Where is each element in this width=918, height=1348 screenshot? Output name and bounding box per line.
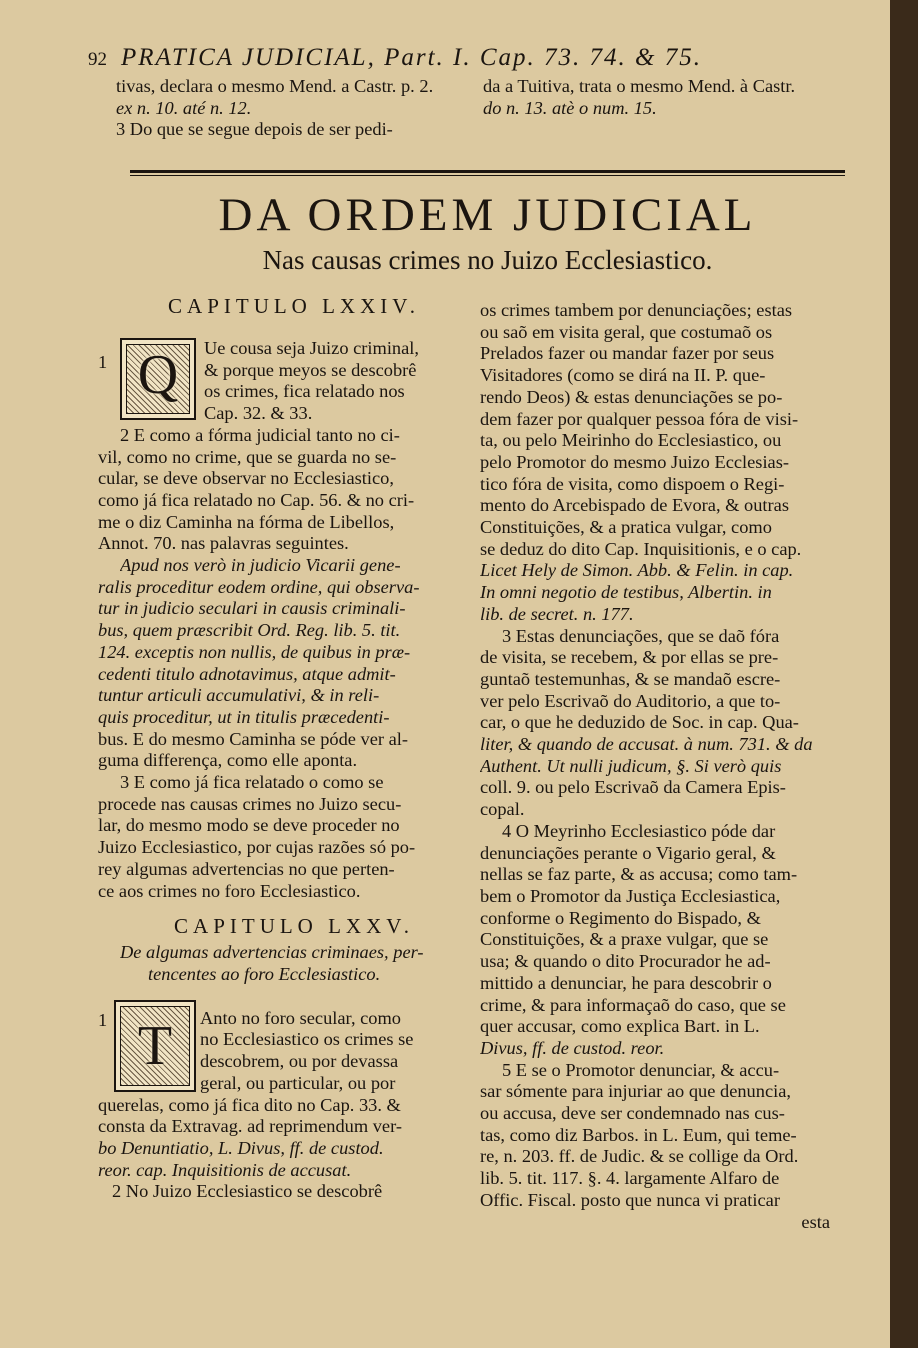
chapter-74-heading: CAPITULO LXXIV. xyxy=(168,296,420,318)
text-line: pelo Promotor do mesmo Juizo Ecclesias- xyxy=(480,451,790,472)
chapter-75-subheading: tencentes ao foro Ecclesiastico. xyxy=(148,963,381,984)
latin-line: Apud nos verò in judicio Vicarii gene- xyxy=(120,555,401,576)
text-line: de visita, se recebem, & por ellas se pre- xyxy=(480,647,779,668)
section-title: DA ORDEM JUDICIAL xyxy=(218,189,757,241)
divider-rule xyxy=(130,170,845,173)
text-line: dem fazer por qualquer pessoa fóra de visi- xyxy=(480,408,799,429)
text-line: do n. 13. atè o num. 15. xyxy=(483,97,657,118)
latin-line: bus, quem præscribit Ord. Reg. lib. 5. tit. xyxy=(98,620,401,641)
decorated-initial xyxy=(120,338,196,420)
text-line: denunciações perante o Vigario geral, & xyxy=(480,842,776,863)
text-line: lar, do mesmo modo se deve proceder no xyxy=(98,815,400,836)
text-line: guma differença, como elle aponta. xyxy=(98,750,358,771)
text-line: 3 E como já fica relatado o como se xyxy=(120,772,384,793)
text-line: coll. 9. ou pelo Escrivaõ da Camera Epis- xyxy=(480,777,786,798)
latin-line: bo Denuntiatio, L. Divus, ff. de custod. xyxy=(98,1137,384,1158)
latin-line: tuntur articuli accumulativi, & in reli- xyxy=(98,685,380,706)
text-line: guntaõ testemunhas, & se mandaõ escre- xyxy=(480,668,781,689)
section-subtitle: Nas causas crimes no Juizo Ecclesiastico. xyxy=(262,245,713,275)
text-line: ta, ou pelo Meirinho do Ecclesiastico, ou xyxy=(480,430,782,451)
text-line: os crimes tambem por denunciações; estas xyxy=(480,300,793,320)
text-line: da a Tuitiva, trata o mesmo Mend. à Castr. xyxy=(483,76,796,96)
item-number: 1 xyxy=(98,352,108,372)
text-line: Anto no foro secular, como xyxy=(200,1007,401,1028)
text-line: mittido a denunciar, he para descobrir o xyxy=(480,972,772,993)
text-line: Prelados fazer ou mandar fazer por seus xyxy=(480,343,775,364)
text-line: ou saõ em visita geral, que costumaõ os xyxy=(480,321,773,342)
text-line: Visitadores (como se dirá na II. P. que- xyxy=(480,365,766,386)
text-line: Juizo Ecclesiastico, por cujas razões só po- xyxy=(98,837,416,858)
top-left-column xyxy=(116,76,466,141)
latin-line: Authent. Ut nulli judicum, §. Si verò quis xyxy=(480,755,782,776)
text-line: Constituições, & a pratica vulgar, como xyxy=(480,517,772,538)
text-line: 4 O Meyrinho Ecclesiastico póde dar xyxy=(502,820,776,841)
text-line: se deduz do dito Cap. Inquisitionis, e o cap. xyxy=(480,538,802,559)
text-line: copal. xyxy=(480,799,525,820)
latin-line: ralis proceditur eodem ordine, qui observa- xyxy=(98,576,420,597)
page-number: 92 xyxy=(88,49,107,70)
latin-line: lib. de secret. n. 177. xyxy=(480,603,634,624)
text-line: bus. E do mesmo Caminha se póde ver al- xyxy=(98,728,409,749)
text-line: 3 Estas denunciações, que se daõ fóra xyxy=(502,625,780,646)
text-line: ex n. 10. até n. 12. xyxy=(116,97,252,118)
latin-line: tur in judicio seculari in causis criminali- xyxy=(98,598,406,619)
text-line: 3 Do que se segue depois de ser pedi- xyxy=(116,119,393,140)
latin-line: cedenti titulo adnotavimus, atque admit- xyxy=(98,663,396,684)
running-header xyxy=(88,44,848,72)
text-line: nellas se faz parte, & as accusa; como tam- xyxy=(480,864,798,885)
text-line: lib. 5. tit. 117. §. 4. largamente Alfaro de xyxy=(480,1168,780,1189)
text-line: tico fóra de visita, como dispoem o Regi- xyxy=(480,473,785,494)
text-line: 2 E como a fórma judicial tanto no ci- xyxy=(120,424,400,445)
text-line: vil, como no crime, que se guarda no se- xyxy=(98,446,397,467)
text-line: conforme o Regimento do Bispado, & xyxy=(480,907,761,928)
text-line: me o diz Caminha na fórma de Libellos, xyxy=(98,511,395,532)
latin-line: Licet Hely de Simon. Abb. & Felin. in cap. xyxy=(480,560,794,581)
text-line: usa; & quando o dito Procurador he ad- xyxy=(480,951,771,972)
latin-line: reor. cap. Inquisitionis de accusat. xyxy=(98,1159,352,1180)
text-line: 2 No Juizo Ecclesiastico se descobrê xyxy=(112,1181,383,1202)
text-line: car, o que he deduzido de Soc. in cap. Qua- xyxy=(480,712,799,733)
text-line: & porque meyos se descobrê xyxy=(204,359,417,380)
text-line: bem o Promotor da Justiça Ecclesiastica, xyxy=(480,885,781,906)
chapter-75-subheading: De algumas advertencias criminaes, per- xyxy=(120,942,424,963)
text-line: como já fica relatado no Cap. 56. & no cri- xyxy=(98,489,415,510)
text-line: re, n. 203. ff. de Judic. & se collige da Ord. xyxy=(480,1146,799,1167)
divider-rule-thin xyxy=(130,175,845,176)
right-column xyxy=(480,300,850,1233)
text-line: Ue cousa seja Juizo criminal, xyxy=(204,338,419,358)
text-line: quer accusar, como explica Bart. in L. xyxy=(480,1016,760,1037)
text-line: procede nas causas crimes no Juizo secu- xyxy=(98,793,402,814)
latin-line: Divus, ff. de custod. reor. xyxy=(480,1037,665,1058)
text-line: geral, ou particular, ou por xyxy=(200,1072,396,1093)
text-line: crime, & para informaçaõ do caso, que se xyxy=(480,994,786,1015)
text-line: cular, se deve observar no Ecclesiastico, xyxy=(98,468,394,489)
text-line: os crimes, fica relatado nos xyxy=(204,381,405,402)
text-line: consta da Extravag. ad reprimendum ver- xyxy=(98,1116,402,1137)
text-line: descobrem, ou por devassa xyxy=(200,1051,399,1072)
catchword: esta xyxy=(801,1211,830,1232)
text-line: Constituições, & a praxe vulgar, que se xyxy=(480,929,769,950)
decorated-initial-letter: T xyxy=(137,1014,173,1077)
latin-line: quis proceditur, ut in titulis præcedenti- xyxy=(98,706,390,727)
page-edge xyxy=(890,0,918,1348)
text-line: rendo Deos) & estas denunciações se po- xyxy=(480,386,783,407)
top-right-column xyxy=(483,76,848,119)
text-line: ou accusa, deve ser condemnado nas cus- xyxy=(480,1103,785,1124)
text-line: Offic. Fiscal. posto que nunca vi praticar xyxy=(480,1189,780,1210)
chapter-75-heading: CAPITULO LXXV. xyxy=(174,916,414,939)
text-line: tivas, declara o mesmo Mend. a Castr. p. 2. xyxy=(116,76,434,96)
text-line: Cap. 32. & 33. xyxy=(204,403,313,424)
latin-line: In omni negotio de testibus, Albertin. in xyxy=(480,582,772,603)
text-line: Annot. 70. nas palavras seguintes. xyxy=(98,533,349,554)
text-line: 5 E se o Promotor denunciar, & accu- xyxy=(502,1059,780,1080)
text-line: tas, como diz Barbos. in L. Eum, qui teme- xyxy=(480,1124,797,1145)
text-line: sar sómente para injuriar ao que denuncia, xyxy=(480,1081,791,1102)
text-line: ver pelo Escrivaõ do Auditorio, a que to- xyxy=(480,690,781,711)
left-column xyxy=(98,296,470,1203)
text-line: no Ecclesiastico os crimes se xyxy=(200,1029,414,1050)
decorated-initial xyxy=(114,1000,196,1092)
text-line: querelas, como já fica dito no Cap. 33. & xyxy=(98,1094,401,1115)
latin-line: 124. exceptis non nullis, de quibus in præ- xyxy=(98,641,411,662)
decorated-initial-letter: Q xyxy=(137,344,179,406)
latin-line: liter, & quando de accusat. à num. 731. & da xyxy=(480,734,813,755)
text-line: ce aos crimes no foro Ecclesiastico. xyxy=(98,880,361,901)
text-line: mento do Arcebispado de Evora, & outras xyxy=(480,495,789,516)
item-number: 1 xyxy=(98,1009,108,1030)
running-title: PRATICA JUDICIAL, Part. I. Cap. 73. 74. & 75. xyxy=(121,44,702,71)
text-line: rey algumas advertencias no que perten- xyxy=(98,858,395,879)
